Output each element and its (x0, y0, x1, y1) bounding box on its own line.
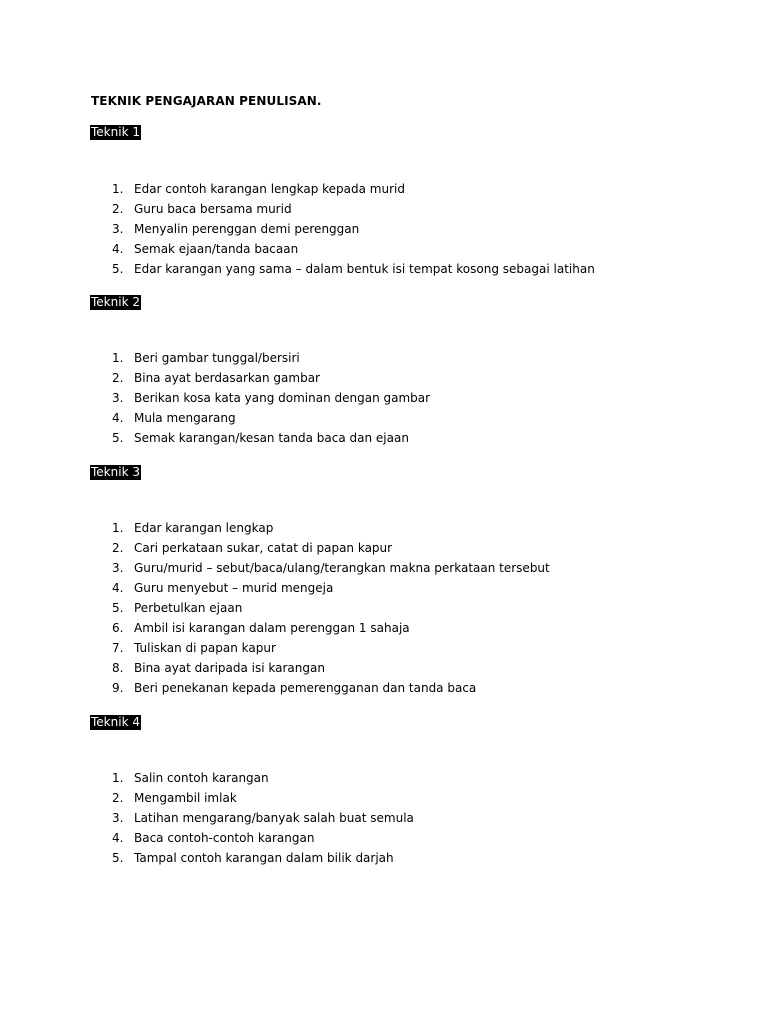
item-text: Bina ayat daripada isi karangan (134, 661, 325, 675)
item-number: 2. (112, 371, 124, 385)
list-item (112, 199, 595, 219)
list-item (112, 518, 550, 538)
section-label-teknik-4: Teknik 4 (91, 715, 140, 729)
item-number: 4. (112, 242, 124, 256)
item-number: 3. (112, 561, 124, 575)
list-item (112, 808, 414, 828)
list-item (112, 768, 414, 788)
item-number: 4. (112, 411, 124, 425)
item-number: 1. (112, 351, 124, 365)
list-item (112, 578, 550, 598)
item-text: Guru baca bersama murid (134, 202, 292, 216)
item-number: 4. (112, 581, 124, 595)
item-number: 1. (112, 521, 124, 535)
list-item (112, 598, 550, 618)
item-text: Bina ayat berdasarkan gambar (134, 371, 320, 385)
list-item (112, 788, 414, 808)
item-text: Baca contoh-contoh karangan (134, 831, 315, 845)
list-item (112, 828, 414, 848)
item-text: Guru menyebut – murid mengeja (134, 581, 334, 595)
list-item (112, 638, 550, 658)
item-number: 3. (112, 811, 124, 825)
item-number: 1. (112, 182, 124, 196)
item-number: 8. (112, 661, 124, 675)
item-text: Tampal contoh karangan dalam bilik darjah (134, 851, 394, 865)
list-item (112, 179, 595, 199)
item-number: 5. (112, 851, 124, 865)
item-number: 9. (112, 681, 124, 695)
item-number: 7. (112, 641, 124, 655)
item-text: Semak karangan/kesan tanda baca dan ejaan (134, 431, 409, 445)
item-number: 1. (112, 771, 124, 785)
list-item (112, 259, 595, 279)
document-title: TEKNIK PENGAJARAN PENULISAN. (91, 94, 322, 108)
teknik-1-list (112, 179, 595, 279)
item-text: Ambil isi karangan dalam perenggan 1 sahaja (134, 621, 410, 635)
list-item (112, 239, 595, 259)
item-number: 2. (112, 791, 124, 805)
item-text: Edar karangan yang sama – dalam bentuk isi tempat kosong sebagai latihan (134, 262, 595, 276)
item-text: Edar contoh karangan lengkap kepada murid (134, 182, 405, 196)
list-item (112, 658, 550, 678)
item-text: Menyalin perenggan demi perenggan (134, 222, 360, 236)
item-text: Tuliskan di papan kapur (134, 641, 276, 655)
list-item (112, 618, 550, 638)
item-number: 3. (112, 391, 124, 405)
item-number: 2. (112, 541, 124, 555)
item-text: Cari perkataan sukar, catat di papan kapur (134, 541, 393, 555)
teknik-3-list (112, 518, 550, 698)
list-item (112, 678, 550, 698)
item-number: 3. (112, 222, 124, 236)
teknik-2-list (112, 348, 430, 448)
list-item (112, 368, 430, 388)
section-label-teknik-1: Teknik 1 (91, 125, 140, 139)
item-number: 4. (112, 831, 124, 845)
item-text: Mengambil imlak (134, 791, 237, 805)
list-item (112, 388, 430, 408)
item-text: Semak ejaan/tanda bacaan (134, 242, 299, 256)
list-item (112, 558, 550, 578)
item-text: Latihan mengarang/banyak salah buat semula (134, 811, 414, 825)
list-item (112, 219, 595, 239)
item-number: 5. (112, 601, 124, 615)
item-number: 5. (112, 262, 124, 276)
item-text: Beri penekanan kepada pemerengganan dan tanda baca (134, 681, 477, 695)
item-text: Mula mengarang (134, 411, 236, 425)
item-number: 5. (112, 431, 124, 445)
item-number: 2. (112, 202, 124, 216)
teknik-4-list (112, 768, 414, 868)
list-item (112, 428, 430, 448)
item-text: Guru/murid – sebut/baca/ulang/terangkan makna perkataan tersebut (134, 561, 550, 575)
item-number: 6. (112, 621, 124, 635)
list-item (112, 348, 430, 368)
item-text: Berikan kosa kata yang dominan dengan gambar (134, 391, 431, 405)
list-item (112, 408, 430, 428)
section-label-teknik-3: Teknik 3 (91, 465, 140, 479)
item-text: Salin contoh karangan (134, 771, 269, 785)
list-item (112, 538, 550, 558)
section-label-teknik-2: Teknik 2 (91, 295, 140, 309)
item-text: Edar karangan lengkap (134, 521, 274, 535)
item-text: Beri gambar tunggal/bersiri (134, 351, 300, 365)
item-text: Perbetulkan ejaan (134, 601, 243, 615)
list-item (112, 848, 414, 868)
